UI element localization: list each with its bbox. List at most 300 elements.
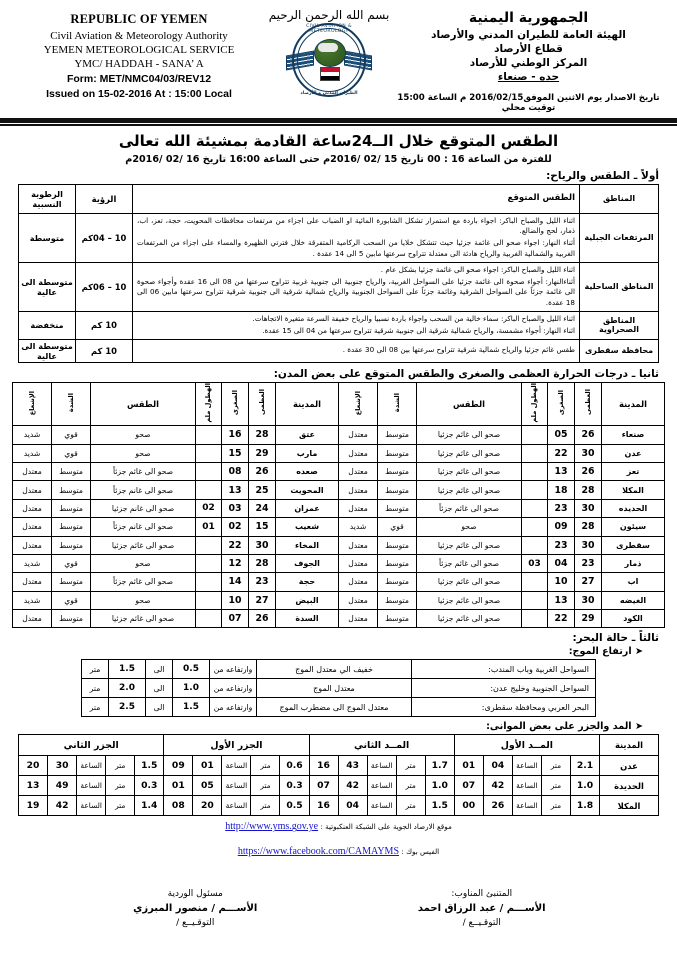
right-cell-precip xyxy=(522,610,548,628)
right-cell-direction: معتدل xyxy=(339,462,378,480)
t2-height-meters: 1.5 xyxy=(425,796,454,816)
left-cell-city: البيض xyxy=(276,591,339,609)
left-cell-intensity: قوي xyxy=(52,554,91,572)
table-row xyxy=(13,591,665,609)
col-min-left: الصغرى xyxy=(222,382,249,426)
e2-height-meters: 1.4 xyxy=(135,796,164,816)
right-cell-precip: 03 xyxy=(522,554,548,572)
region-visibility: 10 كم xyxy=(76,311,133,339)
left-cell-precip: 01 xyxy=(196,518,222,536)
left-cell-max: 26 xyxy=(249,610,276,628)
right-cell-city: صنعاء xyxy=(602,426,665,444)
col-port-city: المدينة xyxy=(600,735,659,756)
wave-zone-label: السواحل الغربية وباب المندب: xyxy=(412,660,596,679)
right-cell-weather: صحو الى غائم جزئاً xyxy=(417,499,522,517)
english-letterhead xyxy=(14,6,264,100)
left-cell-intensity: متوسط xyxy=(52,536,91,554)
right-cell-intensity: متوسط xyxy=(378,536,417,554)
left-cell-min: 10 xyxy=(222,591,249,609)
facebook-link[interactable]: https://www.facebook.com/CAMAYMS xyxy=(237,846,400,858)
col-intensity-right: الشدة xyxy=(378,382,417,426)
left-cell-weather: صحو xyxy=(91,554,196,572)
e1-height-meters: 0.3 xyxy=(280,776,309,796)
section3-heading: ثالثاً ـ حالة البحر: xyxy=(572,632,659,645)
left-cell-city: حجة xyxy=(276,573,339,591)
t1-time-hour: 26 xyxy=(483,796,512,816)
left-cell-city: عمران xyxy=(276,499,339,517)
wave-height-heading xyxy=(0,644,677,659)
right-cell-precip xyxy=(522,426,548,444)
right-cell-weather: صحو الى غائم جزئيا xyxy=(417,591,522,609)
left-cell-city: مارب xyxy=(276,444,339,462)
region-name: محافظة سقطرى xyxy=(580,339,659,362)
t2-time-minute: 16 xyxy=(309,756,338,776)
left-cell-weather: صحو الى غانم جزئيا xyxy=(91,499,196,517)
col-second-low-tide: الجزر الثاني xyxy=(19,735,164,756)
col-humidity: الرطوبة النسبية xyxy=(19,184,76,213)
forecast-title-block xyxy=(0,132,677,165)
region-forecast xyxy=(133,213,580,262)
left-cell-min: 14 xyxy=(222,573,249,591)
t2-unit-meter: متر xyxy=(396,796,425,816)
left-cell-precip xyxy=(196,610,222,628)
t1-unit-meter: متر xyxy=(541,756,570,776)
table-row xyxy=(13,481,665,499)
right-cell-city: المكلا xyxy=(602,481,665,499)
right-cell-weather: صحو الى غائم جزئيا xyxy=(417,481,522,499)
col-expected-weather: الطقس المتوقع xyxy=(133,184,580,213)
wave-rows xyxy=(82,660,596,717)
left-cell-intensity: متوسط xyxy=(52,481,91,499)
right-cell-intensity: متوسط xyxy=(378,462,417,480)
e2-time-minute: 13 xyxy=(19,776,48,796)
right-cell-min: 13 xyxy=(548,591,575,609)
left-cell-min: 08 xyxy=(222,462,249,480)
right-cell-max: 30 xyxy=(575,444,602,462)
left-cell-intensity: متوسط xyxy=(52,518,91,536)
supervisor-role: مسئول الوردية xyxy=(167,889,223,900)
issued-on-en: Issued on 15-02-2016 At : 15:00 Local xyxy=(46,88,232,100)
wave-min-height: 1.0 xyxy=(173,679,210,698)
region-visibility: 10 – 06كم xyxy=(76,262,133,311)
form-number: Form: MET/NMC04/03/REV12 xyxy=(66,73,212,85)
right-cell-direction: معتدل xyxy=(339,610,378,628)
issue-datetime-ar: تاريخ الاصدار يوم الاثنين الموفق2016/02/15 م الساعة 15:00 توقيت محلي xyxy=(397,93,660,113)
region-name: المناطق الساحلية xyxy=(580,262,659,311)
table-row xyxy=(13,518,665,536)
left-cell-max: 29 xyxy=(249,444,276,462)
table-row xyxy=(19,262,659,311)
t1-label-hour: الساعة xyxy=(512,796,541,816)
right-cell-precip xyxy=(522,462,548,480)
left-cell-min: 13 xyxy=(222,481,249,499)
e2-unit-meter: متر xyxy=(106,796,135,816)
forecast-line: اثناء الليل والصباح الباكر: اجواء صحو الى غائمة جزئيا بشكل عام . xyxy=(380,264,575,274)
right-cell-intensity: متوسط xyxy=(378,591,417,609)
left-cell-precip xyxy=(196,444,222,462)
signature-block xyxy=(0,871,677,928)
authority-logo-icon xyxy=(292,23,366,97)
port-city: المكلا xyxy=(600,796,659,816)
forecaster-sign-line: التوقـيــع / xyxy=(462,918,501,929)
t1-height-meters: 1.0 xyxy=(570,776,599,796)
right-cell-city: الكود xyxy=(602,610,665,628)
e1-unit-meter: متر xyxy=(251,756,280,776)
right-cell-city: عدن xyxy=(602,444,665,462)
region-humidity: متوسطة الى عالية xyxy=(19,339,76,362)
right-cell-weather: صحو الى غائم جزئيا xyxy=(417,444,522,462)
right-cell-max: 28 xyxy=(575,518,602,536)
wave-to-label: الى xyxy=(146,660,173,679)
port-city: الحديدة xyxy=(600,776,659,796)
col-weather-left: الطقس xyxy=(91,382,196,426)
bullet-marker: ➤ xyxy=(631,646,643,658)
table-row xyxy=(13,499,665,517)
left-cell-direction: معتدل xyxy=(13,573,52,591)
supervisor-name: الأســـم / منصور المبرزي xyxy=(133,903,258,915)
e1-height-meters: 0.6 xyxy=(280,756,309,776)
right-cell-precip xyxy=(522,591,548,609)
left-cell-city: السدة xyxy=(276,610,339,628)
e1-label-hour: الساعة xyxy=(222,776,251,796)
left-cell-min: 15 xyxy=(222,444,249,462)
right-cell-max: 29 xyxy=(575,610,602,628)
right-cell-max: 26 xyxy=(575,426,602,444)
right-cell-max: 26 xyxy=(575,462,602,480)
right-cell-intensity: متوسط xyxy=(378,426,417,444)
col-city-left: المدينة xyxy=(276,382,339,426)
e1-time-minute: 09 xyxy=(164,756,193,776)
tide-label: المد والجزر على بعض الموانى: xyxy=(486,721,632,733)
arabic-letterhead xyxy=(394,6,663,113)
t1-time-hour: 42 xyxy=(483,776,512,796)
table-row xyxy=(13,462,665,480)
left-cell-weather: صحو الى غائم جزئيا xyxy=(91,536,196,554)
e2-time-hour: 30 xyxy=(48,756,77,776)
left-cell-city: المخاء xyxy=(276,536,339,554)
left-cell-intensity: قوي xyxy=(52,444,91,462)
table-row xyxy=(82,698,596,717)
e2-unit-meter: متر xyxy=(106,776,135,796)
wave-height-label: ارتفاع الموج: xyxy=(568,646,632,658)
left-cell-weather: صحو xyxy=(91,426,196,444)
region-name: المناطق الصحراوية xyxy=(580,311,659,339)
right-cell-min: 22 xyxy=(548,610,575,628)
region-name: المرتفعات الجبلية xyxy=(580,213,659,262)
table-row xyxy=(19,796,659,816)
table-row xyxy=(82,660,596,679)
col-second-high-tide: المــد الثاني xyxy=(309,735,454,756)
left-cell-precip: 02 xyxy=(196,499,222,517)
contact-links xyxy=(0,816,677,857)
left-cell-max: 28 xyxy=(249,426,276,444)
left-cell-precip xyxy=(196,481,222,499)
wave-min-height: 1.5 xyxy=(173,698,210,717)
left-cell-min: 12 xyxy=(222,554,249,572)
e2-height-meters: 1.5 xyxy=(135,756,164,776)
right-cell-weather: صحو الى غائم جزئيا xyxy=(417,462,522,480)
right-cell-intensity: متوسط xyxy=(378,444,417,462)
left-cell-direction: معتدل xyxy=(13,462,52,480)
t1-unit-meter: متر xyxy=(541,796,570,816)
office-location-en: YMC/ HADDAH - SANA’ A xyxy=(74,58,204,70)
left-cell-direction: معتدل xyxy=(13,536,52,554)
left-cell-intensity: متوسط xyxy=(52,462,91,480)
left-cell-city: الجوف xyxy=(276,554,339,572)
t1-unit-meter: متر xyxy=(541,776,570,796)
port-city: عدن xyxy=(600,756,659,776)
left-cell-city: المحويت xyxy=(276,481,339,499)
e2-label-hour: الساعة xyxy=(77,776,106,796)
e2-label-hour: الساعة xyxy=(77,756,106,776)
wave-from-label: وارتفاعه من xyxy=(210,698,257,717)
right-cell-direction: معتدل xyxy=(339,444,378,462)
t1-time-hour: 04 xyxy=(483,756,512,776)
wave-zone-label: البحر العربي ومحافظة سقطرى: xyxy=(412,698,596,717)
t1-time-minute: 01 xyxy=(454,756,483,776)
left-cell-weather: صحو الى غائم جزئيا xyxy=(91,610,196,628)
facebook-label: الفيس بوك : xyxy=(401,847,440,857)
forecast-line: أثناء النهار: اجواء صحو الى غائمة جزئيا حيث تتشكل خلايا من السحب الركامية المتفرقة خلال فترتي الظهيرة والمساء على اجزاء من المرتفعات الغربية والشمالية الغربية والرياح هادئة الى معتدلة تتراوح سرعتها مابين 5 الى 14 عقدة . xyxy=(137,238,575,258)
t1-time-minute: 00 xyxy=(454,796,483,816)
table-row xyxy=(82,679,596,698)
col-visibility: الرؤية xyxy=(76,184,133,213)
right-cell-min: 09 xyxy=(548,518,575,536)
left-cell-weather: صحو xyxy=(91,444,196,462)
website-link[interactable]: http://www.yms.gov.ye xyxy=(225,821,319,833)
right-cell-max: 30 xyxy=(575,536,602,554)
left-cell-min: 02 xyxy=(222,518,249,536)
right-cell-min: 18 xyxy=(548,481,575,499)
t2-height-meters: 1.7 xyxy=(425,756,454,776)
right-cell-min: 23 xyxy=(548,499,575,517)
left-cell-max: 30 xyxy=(249,536,276,554)
left-cell-intensity: متوسط xyxy=(52,610,91,628)
region-humidity: متوسطة xyxy=(19,213,76,262)
left-cell-intensity: متوسط xyxy=(52,573,91,591)
region-forecast xyxy=(133,339,580,362)
right-cell-intensity: متوسط xyxy=(378,499,417,517)
sector-name-ar: قطاع الأرصاد xyxy=(494,43,563,55)
right-cell-direction: معتدل xyxy=(339,426,378,444)
forecast-line: اثناء الليل والصباح الباكر: سماء خالية من السحب واجواء باردة نسبيا والرياح خفيفة السرعة متغيرة الاتجاهات. xyxy=(252,313,575,323)
e2-label-hour: الساعة xyxy=(77,796,106,816)
e2-time-minute: 19 xyxy=(19,796,48,816)
forecast-line: أثناءالنهار: أجواء صحوة الى غائمة جزئيا على السواحل الغربية، والرياح جنوبية الى جنوبية غربية تتراوح سرعتها من 08 الى 16 عقدة وأجواء صحوة الى غائمة جزئاً على السواحل الشرقية وغائمة جزئاً على السواحل الجنوبية والرياح شمالية شرقية الى جنوبية شرقية تتراوح سرعتها مابين 06 الى 18 عقدة. xyxy=(137,276,576,308)
right-cell-intensity: متوسط xyxy=(378,573,417,591)
left-cell-intensity: قوي xyxy=(52,591,91,609)
t1-label-hour: الساعة xyxy=(512,756,541,776)
right-cell-intensity: قوي xyxy=(378,518,417,536)
region-visibility: 10 – 04كم xyxy=(76,213,133,262)
right-cell-weather: صحو xyxy=(417,518,522,536)
e2-unit-meter: متر xyxy=(106,756,135,776)
col-weather-right: الطقس xyxy=(417,382,522,426)
right-cell-direction: معتدل xyxy=(339,481,378,499)
col-precip-right: الهطول ملم xyxy=(522,382,548,426)
t1-height-meters: 2.1 xyxy=(570,756,599,776)
e2-time-minute: 20 xyxy=(19,756,48,776)
t2-label-hour: الساعة xyxy=(367,796,396,816)
basmala-text: بسم الله الرحمن الرحيم xyxy=(268,8,390,22)
table-row xyxy=(19,756,659,776)
right-cell-min: 04 xyxy=(548,554,575,572)
left-cell-weather: صحو الى غانم جزئاً xyxy=(91,518,196,536)
col-first-low-tide: الجزر الأول xyxy=(164,735,309,756)
right-cell-intensity: متوسط xyxy=(378,554,417,572)
right-cell-direction: معتدل xyxy=(339,554,378,572)
wave-from-label: وارتفاعه من xyxy=(210,679,257,698)
logo-cloud-icon xyxy=(318,43,338,52)
right-cell-precip xyxy=(522,536,548,554)
e1-time-hour: 05 xyxy=(193,776,222,796)
forecaster-role: المتنبئ المناوب: xyxy=(451,889,513,900)
t1-height-meters: 1.8 xyxy=(570,796,599,816)
supervisor-signature xyxy=(52,889,339,928)
right-cell-max: 23 xyxy=(575,554,602,572)
forecaster-name: الأســـم / عبد الرزاق احمد xyxy=(417,903,546,915)
e2-time-hour: 49 xyxy=(48,776,77,796)
col-intensity-left: الشدة xyxy=(52,382,91,426)
col-precip-left: الهطول ملم xyxy=(196,382,222,426)
wave-min-height: 0.5 xyxy=(173,660,210,679)
right-cell-min: 05 xyxy=(548,426,575,444)
table-row xyxy=(13,426,665,444)
left-cell-direction: شديد xyxy=(13,591,52,609)
right-cell-max: 28 xyxy=(575,481,602,499)
table-row xyxy=(19,213,659,262)
left-cell-city: عتق xyxy=(276,426,339,444)
temperature-rows xyxy=(13,426,665,628)
t1-label-hour: الساعة xyxy=(512,776,541,796)
left-cell-city: صعده xyxy=(276,462,339,480)
left-cell-weather: صحو الى غائم جزئاً xyxy=(91,573,196,591)
right-cell-weather: صحو الى غائم جزئيا xyxy=(417,573,522,591)
t2-time-minute: 07 xyxy=(309,776,338,796)
region-forecast xyxy=(133,311,580,339)
e1-unit-meter: متر xyxy=(251,796,280,816)
right-cell-city: سقطرى xyxy=(602,536,665,554)
left-cell-direction: معتدل xyxy=(13,499,52,517)
table-header-row xyxy=(19,184,659,213)
header-divider-thick xyxy=(0,118,677,123)
wave-to-label: الى xyxy=(146,679,173,698)
website-row xyxy=(0,821,677,832)
right-cell-max: 30 xyxy=(575,591,602,609)
col-city-right: المدينة xyxy=(602,382,665,426)
left-cell-max: 27 xyxy=(249,591,276,609)
table-row xyxy=(13,573,665,591)
left-cell-direction: معتدل xyxy=(13,610,52,628)
e1-unit-meter: متر xyxy=(251,776,280,796)
left-cell-precip xyxy=(196,591,222,609)
left-cell-weather: صحو الى غائم جزئاً xyxy=(91,462,196,480)
left-cell-min: 07 xyxy=(222,610,249,628)
right-cell-direction: شديد xyxy=(339,518,378,536)
e2-time-hour: 42 xyxy=(48,796,77,816)
logo-arc-bottom: الطيران المدني و الأرصاد xyxy=(300,91,358,96)
wave-from-label: وارتفاعه من xyxy=(210,660,257,679)
t1-time-minute: 07 xyxy=(454,776,483,796)
left-cell-direction: شديد xyxy=(13,426,52,444)
facebook-row xyxy=(0,846,677,857)
t2-unit-meter: متر xyxy=(396,776,425,796)
left-cell-direction: شديد xyxy=(13,444,52,462)
country-name-ar: الجمهورية اليمنية xyxy=(468,10,589,26)
wave-max-height: 1.5 xyxy=(109,660,146,679)
right-cell-weather: صحو الى غائم جزئاً xyxy=(417,554,522,572)
t2-time-hour: 04 xyxy=(338,796,367,816)
right-cell-max: 30 xyxy=(575,499,602,517)
col-first-high-tide: المــد الأول xyxy=(454,735,599,756)
document-masthead xyxy=(0,0,677,116)
e1-time-hour: 01 xyxy=(193,756,222,776)
right-cell-precip xyxy=(522,444,548,462)
service-name-en: YEMEN METEOROLOGICAL SERVICE xyxy=(43,44,235,56)
e1-label-hour: الساعة xyxy=(222,756,251,776)
table-row xyxy=(13,536,665,554)
office-location-ar: حده - صنعاء xyxy=(497,71,560,83)
col-direction-left: الإشعاع xyxy=(13,382,52,426)
wave-max-height: 2.0 xyxy=(109,679,146,698)
right-cell-city: سيئون xyxy=(602,518,665,536)
tide-rows xyxy=(19,756,659,816)
right-cell-precip xyxy=(522,499,548,517)
right-cell-city: ذمار xyxy=(602,554,665,572)
t2-label-hour: الساعة xyxy=(367,756,396,776)
e1-time-minute: 08 xyxy=(164,796,193,816)
header-divider-thin xyxy=(0,124,677,126)
e1-label-hour: الساعة xyxy=(222,796,251,816)
left-cell-intensity: متوسط xyxy=(52,499,91,517)
e1-time-minute: 01 xyxy=(164,776,193,796)
left-cell-max: 28 xyxy=(249,554,276,572)
col-min-right: الصغرى xyxy=(548,382,575,426)
right-cell-min: 13 xyxy=(548,462,575,480)
country-name-en: REPUBLIC OF YEMEN xyxy=(70,12,208,26)
t2-label-hour: الساعة xyxy=(367,776,396,796)
right-cell-max: 27 xyxy=(575,573,602,591)
region-visibility: 10 كم xyxy=(76,339,133,362)
table-row xyxy=(13,610,665,628)
wave-unit: متر xyxy=(82,660,109,679)
section1-heading: أولاً ـ الطقس والرياح: xyxy=(546,169,659,182)
right-cell-weather: صحو الى غائم جزئيا xyxy=(417,610,522,628)
wave-height-table xyxy=(81,659,596,717)
left-cell-max: 25 xyxy=(249,481,276,499)
region-humidity: منخفضة xyxy=(19,311,76,339)
left-cell-precip xyxy=(196,554,222,572)
col-region: المناطق xyxy=(580,184,659,213)
right-cell-precip xyxy=(522,518,548,536)
logo-block xyxy=(264,6,394,97)
left-cell-intensity: قوي xyxy=(52,426,91,444)
page-title: الطقس المتوقع خلال الــ24ساعة القادمة بمشيئة الله تعالى xyxy=(118,131,559,150)
table-row xyxy=(13,554,665,572)
table-row xyxy=(19,311,659,339)
right-cell-direction: معتدل xyxy=(339,591,378,609)
wave-to-label: الى xyxy=(146,698,173,717)
col-max-left: العظمى xyxy=(249,382,276,426)
right-cell-min: 10 xyxy=(548,573,575,591)
forecast-line: اثناء الليل والصباح الباكر: اجواء باردة مع استمرار تشكل الشابورة المائية او الضباب على اجزاء من مرتفعات محافظات المحويت، حجة، تعز، اب، ذمار، لحج والضالع. xyxy=(137,215,575,236)
tide-table xyxy=(18,734,659,816)
city-temperature-table xyxy=(12,382,665,629)
t2-time-minute: 16 xyxy=(309,796,338,816)
bullet-marker-2: ➤ xyxy=(631,721,643,733)
supervisor-sign-line: التوقـيــع / xyxy=(176,918,215,929)
t2-time-hour: 43 xyxy=(338,756,367,776)
